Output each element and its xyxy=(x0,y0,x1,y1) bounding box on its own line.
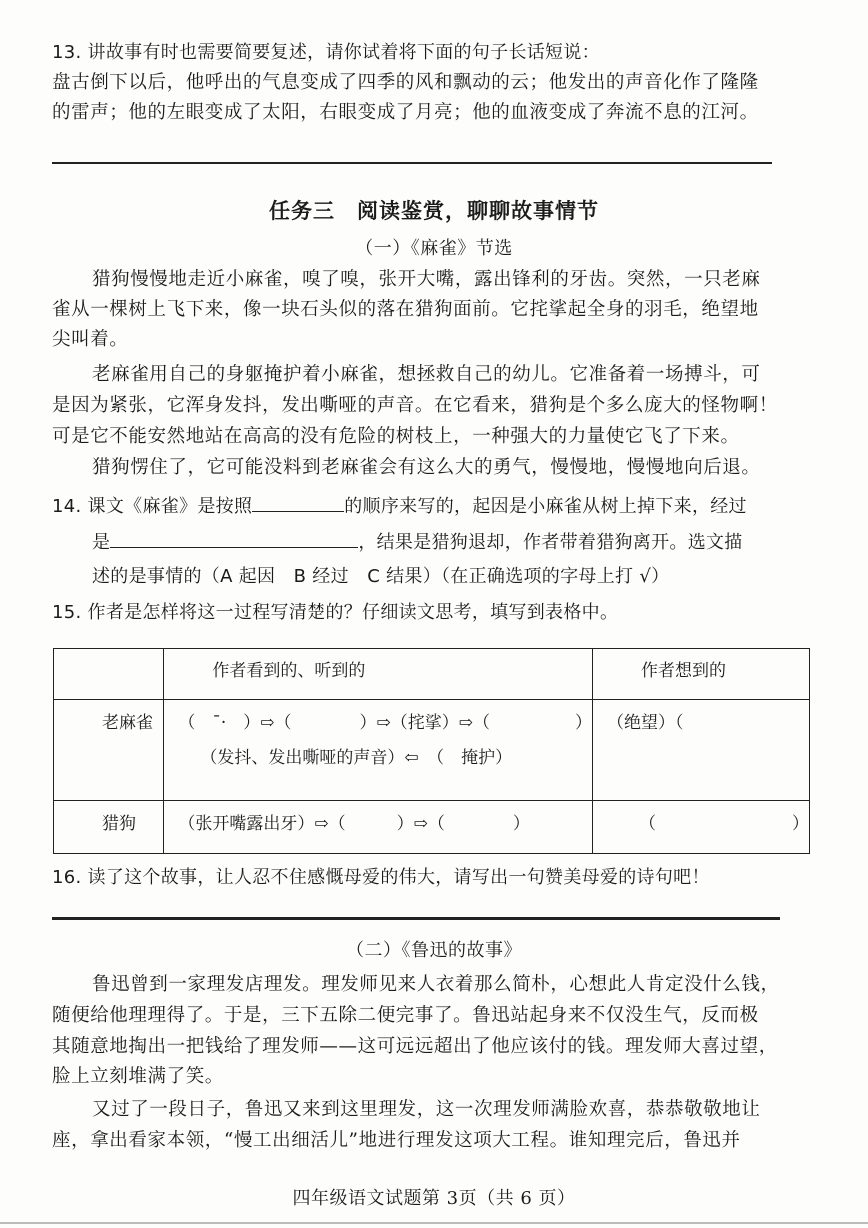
row-hunting-dog-label xyxy=(54,801,164,854)
passage1-p2-line1: 老麻雀用自己的身躯掩护着小麻雀，想拯救自己的幼儿。它准备着一场搏斗，可 xyxy=(92,364,761,385)
page-footer: 四年级语文试题第 3页（共 6 页） xyxy=(292,1188,576,1209)
q14-text-a: 14. 课文《麻雀》是按照 xyxy=(52,496,253,517)
passage2-p1-line3: 其随意地掏出一把钱给了理发师——这可远远超出了他应该付的钱。理发师大喜过望， xyxy=(52,1036,778,1057)
table-header-thought xyxy=(593,649,810,700)
q14-line3: 述的是事情的（A 起因 B 经过 C 结果）（在正确选项的字母上打 √） xyxy=(92,566,670,587)
section2-title: （二）《鲁迅的故事》 xyxy=(346,940,522,961)
hunting-dog-thought-text: （ ） xyxy=(639,814,809,834)
table-corner-cell xyxy=(54,649,164,700)
row-old-sparrow-thought[interactable] xyxy=(593,700,810,801)
passage1-p1-line1: 猎狗慢慢地走近小麻雀，嗅了嗅，张开大嘴，露出锋利的牙齿。突然，一只老麻 xyxy=(92,269,761,290)
header-saw-heard-text: 作者看到的、听到的 xyxy=(212,661,366,681)
passage2-p2-line1: 又过了一段日子，鲁迅又来到这里理发，这一次理发师满脸欢喜，恭恭敬敬地让 xyxy=(92,1099,761,1120)
answer-line xyxy=(52,162,772,164)
q16-prompt: 16. 读了这个故事，让人忍不住感慨母爱的伟大，请写出一句赞美母爱的诗句吧！ xyxy=(52,867,710,888)
q14-text-c: 是 xyxy=(92,532,111,553)
passage2-p2-line2: 座，拿出看家本领，“慢工出细活儿”地进行理发这项大工程。谁知理完后，鲁迅并 xyxy=(52,1130,741,1151)
row-hunting-dog-thought[interactable] xyxy=(593,801,810,854)
task3-title: 任务三 阅读鉴赏，聊聊故事情节 xyxy=(269,199,599,223)
passage2-p1-line4: 脸上立刻堆满了笑。 xyxy=(52,1066,224,1087)
old-sparrow-label-text: 老麻雀 xyxy=(102,713,153,733)
q16-answer-line[interactable] xyxy=(52,917,780,920)
q14-text-d: ，结果是猎狗退却，作者带着猎狗离开。选文描 xyxy=(358,532,743,553)
page-edge xyxy=(0,1222,868,1224)
table-header-saw-heard xyxy=(164,649,593,700)
q14-blank-order[interactable] xyxy=(252,491,344,512)
q14-blank-process[interactable] xyxy=(110,527,358,548)
old-sparrow-saw-line2: （发抖、发出嘶哑的声音）⇦ （ 掩护） xyxy=(200,748,513,768)
passage2-p1-line2: 随便给他理理得了。于是，三下五除二便完事了。鲁迅站起身来不仅没生气，反而极 xyxy=(52,1005,759,1026)
passage1-p2-line3: 可是它不能安然地站在高高的没有危险的树枝上，一种强大的力量使它飞了下来。 xyxy=(52,426,740,447)
hunting-dog-saw-text: （张开嘴露出牙）⇨（ ）⇨（ ） xyxy=(178,814,530,834)
q15-table xyxy=(53,648,810,854)
old-sparrow-saw-line1: （ ˉ· ）⇨（ ）⇨（挓挲）⇨（ ） xyxy=(178,713,592,733)
q13-prompt: 13. 讲故事有时也需要简要复述，请你试着将下面的句子长话短说： xyxy=(52,42,600,63)
passage2-p1-line1: 鲁迅曾到一家理发店理发。理发师见来人衣着那么简朴，心想此人肯定没什么钱， xyxy=(92,974,780,995)
q13-passage-line2: 的雷声；他的左眼变成了太阳，右眼变成了月亮；他的血液变成了奔流不息的江河。 xyxy=(52,102,759,123)
q14-line1 xyxy=(52,491,747,520)
q14-text-b: 的顺序来写的，起因是小麻雀从树上掉下来，经过 xyxy=(344,496,747,517)
passage1-p2-line2: 是因为紧张，它浑身发抖，发出嘶哑的声音。在它看来，猎狗是个多么庞大的怪物啊！ xyxy=(52,395,778,416)
row-old-sparrow-saw[interactable] xyxy=(164,700,593,801)
hunting-dog-label-text: 猎狗 xyxy=(102,814,136,834)
passage1-p1-line3: 尖叫着。 xyxy=(52,329,129,350)
q13-passage-line1: 盘古倒下以后，他呼出的气息变成了四季的风和飘动的云；他发出的声音化作了隆隆 xyxy=(52,72,759,93)
q14-line2 xyxy=(92,527,743,556)
passage1-p3-line1: 猎狗愣住了，它可能没料到老麻雀会有这么大的勇气，慢慢地，慢慢地向后退。 xyxy=(92,457,761,478)
old-sparrow-thought-text: （绝望）（ xyxy=(607,713,684,733)
q15-prompt: 15. 作者是怎样将这一过程写清楚的？仔细读文思考，填写到表格中。 xyxy=(52,602,619,623)
row-hunting-dog-saw[interactable] xyxy=(164,801,593,854)
header-thought-text: 作者想到的 xyxy=(641,661,726,681)
passage1-p1-line2: 雀从一棵树上飞下来，像一块石头似的落在猎狗面前。它挓挲起全身的羽毛，绝望地 xyxy=(52,299,759,320)
row-old-sparrow-label xyxy=(54,700,164,801)
section1-title: （一）《麻雀》节选 xyxy=(355,238,513,259)
